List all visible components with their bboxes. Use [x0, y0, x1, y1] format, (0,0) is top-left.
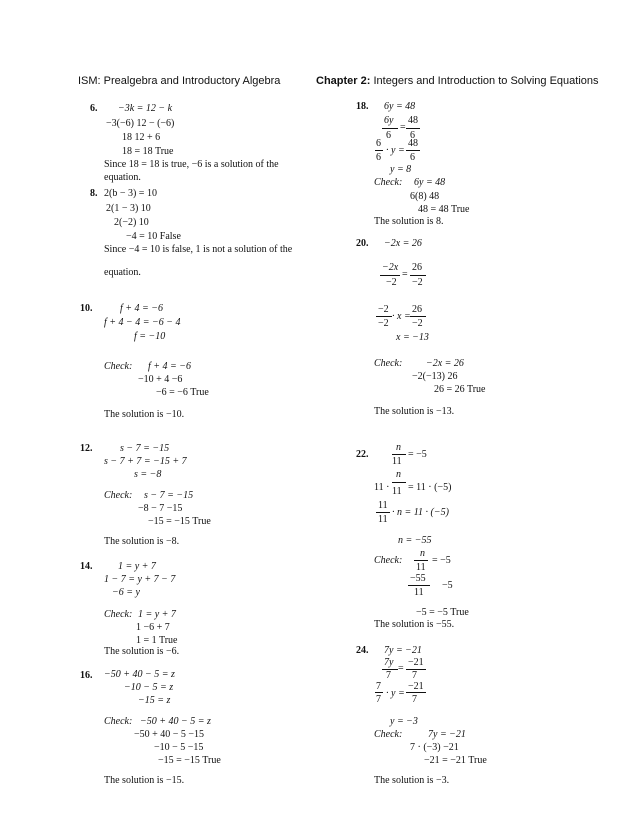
fraction-bar [376, 316, 392, 317]
fraction-bar [375, 692, 383, 693]
fraction-denominator: 11 [392, 456, 402, 467]
header-left-title: ISM: Prealgebra and Introductory Algebra [78, 75, 281, 87]
fraction-numerator: 7y [384, 657, 394, 668]
problem-24-check: 7y = −21 [428, 729, 466, 740]
problem-number-10: 10. [80, 303, 93, 314]
problem-18-line: 6y = 48 [384, 101, 416, 112]
problem-22-line: = 11 · (−5) [408, 482, 452, 493]
problem-12-check: s − 7 = −15 [144, 490, 194, 501]
fraction-bar [408, 585, 430, 586]
check-label: Check: [104, 609, 133, 620]
problem-6-line: 18 12 + 6 [122, 132, 161, 143]
problem-20-check: 26 = 26 True [434, 384, 486, 395]
problem-16-check: −50 + 40 − 5 −15 [134, 729, 205, 740]
fraction-bar [406, 692, 426, 693]
problem-22-check: = −5 [432, 555, 451, 566]
problem-24-check: 7 · (−3) −21 [410, 742, 459, 753]
problem-number-24: 24. [356, 645, 369, 656]
fraction-denominator: 7 [412, 694, 417, 705]
problem-10-solution: The solution is −10. [104, 409, 185, 420]
problem-16-line: −15 = z [138, 695, 171, 706]
problem-18-line: · y = [386, 145, 405, 156]
problem-8-line: 2(b − 3) = 10 [104, 188, 157, 199]
problem-6-conclusion: equation. [104, 172, 141, 183]
fraction-numerator: 48 [408, 115, 418, 126]
problem-20-check: −2(−13) 26 [412, 371, 458, 382]
fraction-denominator: −2 [386, 277, 397, 288]
check-label: Check: [104, 490, 133, 501]
problem-6-conclusion: Since 18 = 18 is true, −6 is a solution of the [104, 159, 279, 170]
problem-16-check: −15 = −15 True [158, 755, 221, 766]
fraction-bar [414, 560, 428, 561]
problem-14-line: 1 = y + 7 [118, 561, 156, 572]
problem-22-check: −5 [442, 580, 453, 591]
equals-sign: = [400, 122, 406, 133]
problem-18-check: 48 = 48 True [418, 204, 470, 215]
problem-number-20: 20. [356, 238, 369, 249]
fraction-numerator: n [396, 469, 401, 480]
problem-12-line: s = −8 [134, 469, 162, 480]
problem-12-line: s − 7 + 7 = −15 + 7 [104, 456, 187, 467]
check-label: Check: [104, 361, 133, 372]
fraction-denominator: 7 [412, 670, 417, 681]
problem-14-check: 1 = 1 True [136, 635, 178, 646]
problem-10-line: f = −10 [134, 331, 166, 342]
fraction-denominator: −2 [378, 318, 389, 329]
fraction-denominator: 6 [410, 152, 415, 163]
problem-24-solution: The solution is −3. [374, 775, 450, 786]
header-right-title [316, 75, 599, 87]
problem-6-line: 18 = 18 True [122, 146, 174, 157]
fraction-bar [410, 316, 426, 317]
fraction-denominator: 6 [376, 152, 381, 163]
fraction-numerator: 48 [408, 138, 418, 149]
fraction-denominator: 11 [392, 486, 402, 497]
fraction-numerator: 26 [412, 262, 422, 273]
problem-8-line: 2(1 − 3) 10 [106, 203, 151, 214]
problem-18-check: 6y = 48 [414, 177, 446, 188]
problem-10-check: −6 = −6 True [156, 387, 209, 398]
problem-14-solution: The solution is −6. [104, 646, 180, 657]
problem-number-16: 16. [80, 670, 93, 681]
fraction-bar [375, 150, 383, 151]
fraction-denominator: 11 [378, 514, 388, 525]
problem-16-check: −50 + 40 − 5 = z [140, 716, 211, 727]
problem-10-line: f + 4 = −6 [120, 303, 164, 314]
problem-22-check: −5 = −5 True [416, 607, 469, 618]
fraction-numerator: 7 [376, 681, 381, 692]
fraction-numerator: −21 [408, 681, 424, 692]
fraction-numerator: −55 [410, 573, 426, 584]
fraction-numerator: −2 [378, 304, 389, 315]
problem-6-line: −3k = 12 − k [118, 103, 173, 114]
fraction-numerator: 6y [384, 115, 394, 126]
problem-10-line: f + 4 − 4 = −6 − 4 [104, 317, 181, 328]
fraction-bar [380, 275, 400, 276]
equals-sign: = [402, 269, 408, 280]
fraction-bar [376, 512, 390, 513]
problem-22-solution: The solution is −55. [374, 619, 455, 630]
problem-number-8: 8. [90, 188, 98, 199]
fraction-denominator: −2 [412, 318, 423, 329]
fraction-bar [406, 150, 420, 151]
fraction-denominator: −2 [412, 277, 423, 288]
equals-sign: = [398, 663, 404, 674]
fraction-denominator: 7 [386, 670, 391, 681]
fraction-denominator: 11 [416, 562, 426, 573]
problem-8-line: −4 = 10 False [126, 231, 181, 242]
fraction-numerator: −2x [382, 262, 399, 273]
fraction-numerator: 26 [412, 304, 422, 315]
problem-6-line: −3(−6) 12 − (−6) [106, 118, 175, 129]
problem-14-line: −6 = y [112, 587, 140, 598]
problem-10-check: f + 4 = −6 [148, 361, 192, 372]
problem-22-line: = −5 [408, 449, 427, 460]
fraction-numerator: n [396, 442, 401, 453]
problem-20-solution: The solution is −13. [374, 406, 455, 417]
problem-8-conclusion: Since −4 = 10 is false, 1 is not a solution of the [104, 244, 293, 255]
problem-number-18: 18. [356, 101, 369, 112]
fraction-bar [382, 128, 398, 129]
problem-12-solution: The solution is −8. [104, 536, 180, 547]
problem-18-solution: The solution is 8. [374, 216, 444, 227]
problem-14-line: 1 − 7 = y + 7 − 7 [104, 574, 176, 585]
problem-20-check: −2x = 26 [426, 358, 464, 369]
problem-number-6: 6. [90, 103, 98, 114]
fraction-bar [392, 454, 406, 455]
problem-24-line: y = −3 [390, 716, 418, 727]
fraction-bar [406, 128, 420, 129]
fraction-numerator: −21 [408, 657, 424, 668]
problem-16-line: −50 + 40 − 5 = z [104, 669, 175, 680]
problem-8-conclusion: equation. [104, 267, 141, 278]
check-label: Check: [374, 177, 403, 188]
problem-18-line: y = 8 [390, 164, 412, 175]
header-chapter-title: Integers and Introduction to Solving Equations [370, 75, 599, 87]
problem-14-check: 1 = y + 7 [138, 609, 176, 620]
fraction-denominator: 6 [386, 130, 391, 141]
check-label: Check: [374, 358, 403, 369]
fraction-numerator: n [420, 548, 425, 559]
fraction-bar [392, 482, 406, 483]
check-label: Check: [104, 716, 133, 727]
problem-12-check: −15 = −15 True [148, 516, 211, 527]
fraction-numerator: 6 [376, 138, 381, 149]
problem-22-line: · n = 11 · (−5) [392, 507, 449, 518]
fraction-bar [410, 275, 426, 276]
problem-20-line: x = −13 [396, 332, 429, 343]
problem-24-line: · y = [386, 688, 405, 699]
problem-22-line: 11 · [374, 482, 390, 493]
problem-number-14: 14. [80, 561, 93, 572]
problem-16-check: −10 − 5 −15 [154, 742, 204, 753]
problem-14-check: 1 −6 + 7 [136, 622, 170, 633]
fraction-denominator: 6 [410, 130, 415, 141]
fraction-denominator: 7 [376, 694, 381, 705]
fraction-numerator: 11 [378, 500, 388, 511]
problem-12-line: s − 7 = −15 [120, 443, 170, 454]
problem-24-line: 7y = −21 [384, 645, 422, 656]
header-chapter-label: Chapter 2: [316, 75, 371, 87]
problem-8-line: 2(−2) 10 [114, 217, 149, 228]
check-label: Check: [374, 729, 403, 740]
problem-number-22: 22. [356, 449, 369, 460]
problem-22-line: n = −55 [398, 535, 432, 546]
problem-16-solution: The solution is −15. [104, 775, 185, 786]
problem-10-check: −10 + 4 −6 [138, 374, 183, 385]
problem-number-12: 12. [80, 443, 93, 454]
fraction-denominator: 11 [414, 587, 424, 598]
check-label: Check: [374, 555, 403, 566]
problem-12-check: −8 − 7 −15 [138, 503, 183, 514]
problem-24-check: −21 = −21 True [424, 755, 487, 766]
problem-20-line: −2x = 26 [384, 238, 422, 249]
problem-16-line: −10 − 5 = z [124, 682, 174, 693]
problem-18-check: 6(8) 48 [410, 191, 440, 202]
problem-20-line: · x = [392, 311, 411, 322]
